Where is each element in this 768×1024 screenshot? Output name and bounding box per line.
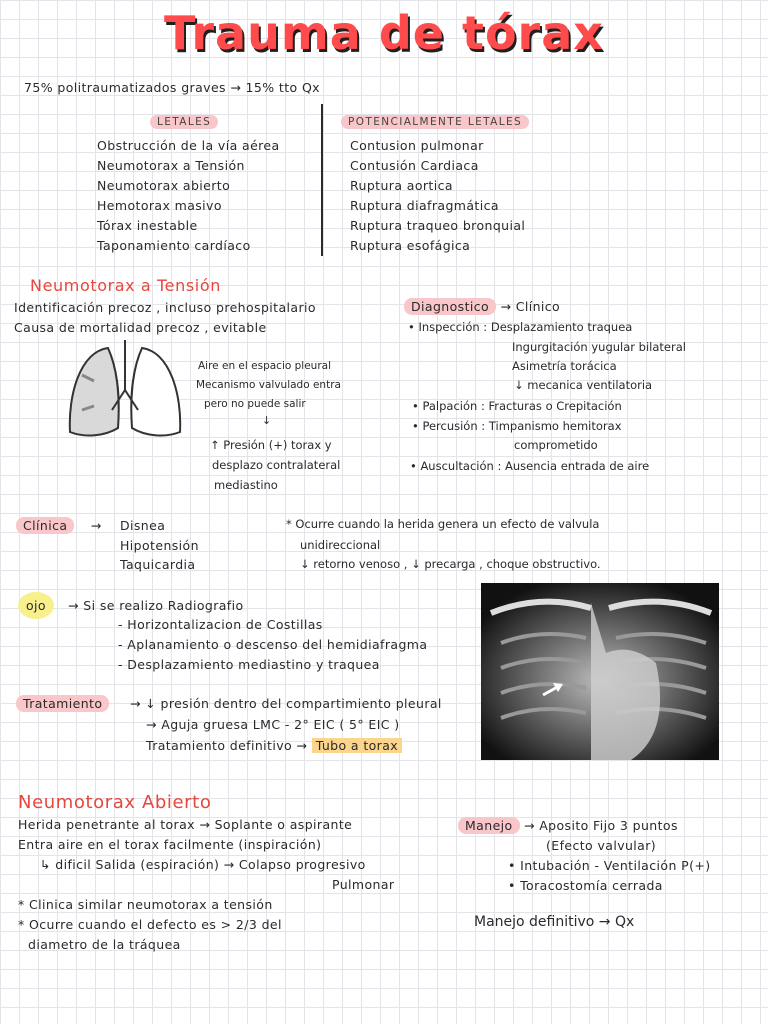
letales-item: Obstrucción de la vía aérea (97, 138, 280, 153)
tension-line: Identificación precoz , incluso prehospitalario (14, 300, 316, 315)
tratamiento-definitivo: Tratamiento definitivo → (146, 738, 308, 753)
abierto-line: ↳ dificil Salida (espiración) → Colapso progresivo (40, 857, 366, 872)
inspeccion-line: Ingurgitación yugular bilateral (512, 340, 686, 354)
inspeccion-line: ↓ mecanica ventilatoria (514, 378, 653, 392)
manejo-row (458, 818, 678, 833)
potenciales-item: Ruptura traqueo bronquial (350, 218, 526, 233)
letales-item: Neumotorax a Tensión (97, 158, 245, 173)
potenciales-header (341, 116, 529, 128)
abierto-line: Entra aire en el torax facilmente (inspiración) (18, 837, 322, 852)
tratamiento-line: → Aguja gruesa LMC - 2° EIC ( 5° EIC ) (146, 717, 400, 732)
ojo-label: ojo (18, 592, 54, 619)
clinica-item: Hipotensión (120, 538, 199, 553)
tratamiento-line (146, 738, 402, 753)
abierto-heading: Neumotorax Abierto (18, 792, 212, 813)
diagnostico-row (404, 299, 560, 314)
pressure-line: ↑ Presión (+) torax y (210, 438, 332, 452)
tratamiento-row (16, 696, 109, 711)
auscultacion-line: • Auscultación : Ausencia entrada de aire (410, 459, 650, 473)
letales-item: Taponamiento cardíaco (97, 238, 251, 253)
letales-item: Tórax inestable (97, 218, 198, 233)
tratamiento-label: Tratamiento (16, 695, 109, 712)
chest-xray-image (481, 583, 719, 760)
letales-header-label: LETALES (150, 115, 218, 129)
pressure-line: mediastino (214, 478, 278, 492)
percusion-line: comprometido (514, 438, 598, 452)
clinica-item: Disnea (120, 518, 166, 533)
potenciales-item: Ruptura aortica (350, 178, 453, 193)
pressure-line: desplazo contralateral (212, 458, 341, 472)
letales-item: Neumotorax abierto (97, 178, 231, 193)
manejo-line: • Toracostomía cerrada (508, 878, 663, 893)
diagnostico-value: → Clínico (500, 299, 561, 314)
manejo-value: → Aposito Fijo 3 puntos (523, 818, 678, 833)
clinica-row (16, 518, 102, 533)
intro-line: 75% politraumatizados graves → 15% tto Qx (24, 80, 320, 95)
inspeccion-line: Asimetría torácica (512, 359, 617, 373)
abierto-line: * Ocurre cuando el defecto es > 2/3 del (18, 917, 282, 932)
abierto-line: Pulmonar (332, 877, 395, 892)
clinica-arrow: → (90, 518, 102, 533)
potenciales-item: Ruptura diafragmática (350, 198, 499, 213)
percusion-line: • Percusión : Timpanismo hemitorax (412, 419, 622, 433)
tubo-torax: Tubo a torax (312, 738, 402, 753)
manejo-line: • Intubación - Ventilación P(+) (508, 858, 711, 873)
potenciales-item: Contusión Cardiaca (350, 158, 479, 173)
ocurre-line: unidireccional (300, 538, 381, 552)
tratamiento-line: → ↓ presión dentro del compartimiento pleural (130, 696, 442, 711)
inspeccion-line: • Inspección : Desplazamiento traquea (408, 320, 633, 334)
tension-heading: Neumotorax a Tensión (30, 276, 221, 295)
palpacion-line: • Palpación : Fracturas o Crepitación (412, 399, 622, 413)
drawing-note: Aire en el espacio pleural (198, 360, 331, 372)
clinica-label: Clínica (16, 517, 74, 534)
lungs-drawing (60, 340, 190, 445)
letales-header (150, 116, 218, 128)
ocurre-line: * Ocurre cuando la herida genera un efecto de valvula (286, 517, 600, 531)
drawing-note: pero no puede salir (204, 398, 306, 410)
potenciales-item: Ruptura esofágica (350, 238, 471, 253)
clinica-item: Taquicardia (120, 557, 196, 572)
abierto-line: * Clinica similar neumotorax a tensión (18, 897, 273, 912)
ojo-line: → Si se realizo Radiografio (68, 598, 244, 613)
manejo-label: Manejo (458, 817, 520, 834)
potenciales-header-label: POTENCIALMENTE LETALES (341, 115, 529, 129)
letales-item: Hemotorax masivo (97, 198, 222, 213)
abierto-line: Herida penetrante al torax → Soplante o aspirante (18, 817, 353, 832)
down-arrow: ↓ (262, 414, 272, 427)
drawing-note: Mecanismo valvulado entra (196, 379, 341, 391)
ocurre-line: ↓ retorno venoso , ↓ precarga , choque obstructivo. (300, 557, 601, 571)
manejo-definitivo: Manejo definitivo → Qx (474, 914, 635, 930)
ojo-label-wrap (18, 598, 54, 613)
potenciales-item: Contusion pulmonar (350, 138, 484, 153)
tension-line: Causa de mortalidad precoz , evitable (14, 320, 267, 335)
diagnostico-label: Diagnostico (404, 298, 496, 315)
page-title: Trauma de tórax (164, 6, 604, 60)
manejo-line: (Efecto valvular) (546, 838, 657, 853)
column-divider (321, 104, 323, 256)
ojo-line: - Horizontalizacion de Costillas (118, 617, 323, 632)
ojo-line: - Aplanamiento o descenso del hemidiafragma (118, 637, 428, 652)
abierto-line: diametro de la tráquea (28, 937, 181, 952)
ojo-line: - Desplazamiento mediastino y traquea (118, 657, 380, 672)
